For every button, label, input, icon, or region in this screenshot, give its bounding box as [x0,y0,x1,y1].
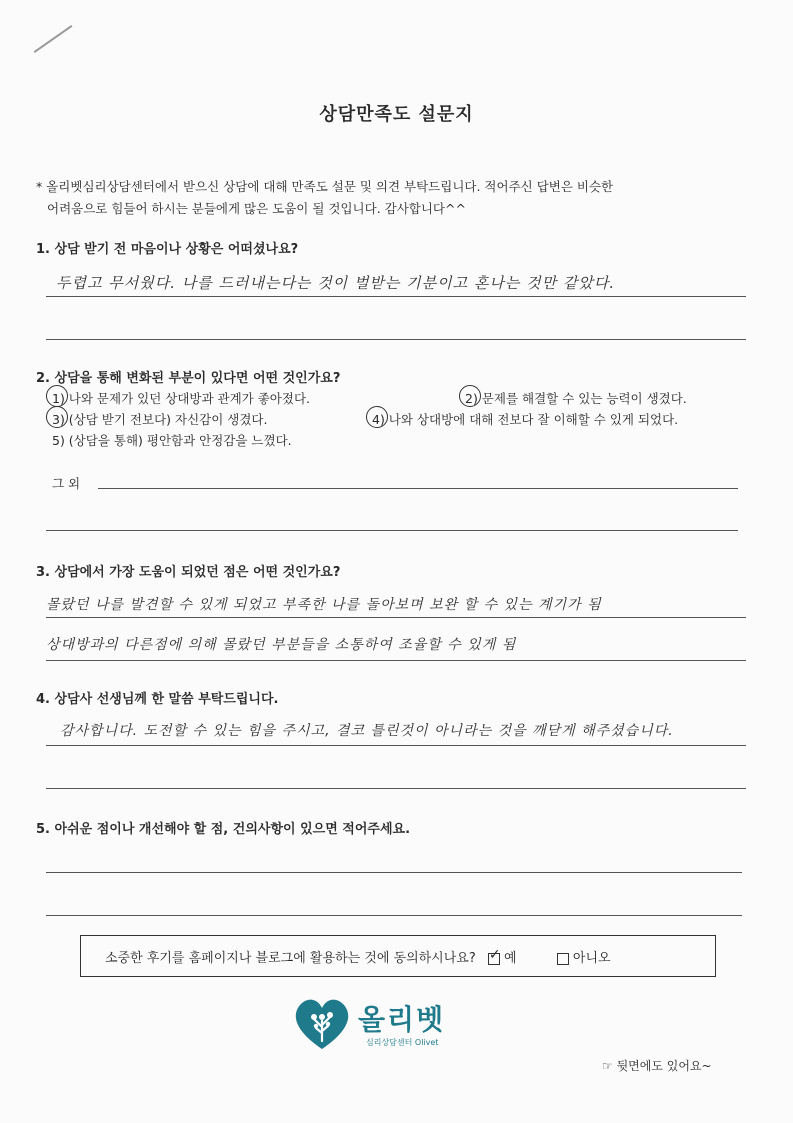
question-2: 2. 상담을 통해 변화된 부분이 있다면 어떤 것인가요? [36,371,341,386]
answer-line [46,745,746,746]
answer-line [46,872,742,873]
option-2: 2) 문제를 해결할 수 있는 능력이 생겼다. [465,391,687,406]
answer-line [46,660,746,661]
option-5: 5) (상담을 통해) 평안함과 안정감을 느꼈다. [52,433,292,448]
page-title: 상담만족도 설문지 [319,104,474,125]
intro-line-2: 어려움으로 힘들어 하시는 분들에게 많은 도움이 될 것입니다. 감사합니다^^ [47,201,466,216]
answer-line [46,617,746,618]
footer-note: ☞ 뒷면에도 있어요~ [602,1059,712,1073]
answer-line [46,296,746,297]
olivet-heart-tree-icon [292,995,352,1051]
option-3: 3) (상담 받기 전보다) 자신감이 생겼다. [52,412,268,427]
consent-yes-label: 예 [504,951,517,966]
consent-question [105,947,611,966]
other-label: 그 외 [52,476,81,491]
selection-circle-1 [46,385,68,407]
answer-line [46,530,738,531]
intro-line-1: * 올리벳심리상담센터에서 받으신 상담에 대해 만족도 설문 및 의견 부탁드립니다. 적어주신 답변은 비슷한 [36,179,614,194]
answer-line [46,339,746,340]
option-1: 1) 나와 문제가 있던 상대방과 관계가 좋아졌다. [52,391,310,406]
question-3: 3. 상담에서 가장 도움이 되었던 점은 어떤 것인가요? [36,565,341,580]
question-4: 4. 상담사 선생님께 한 말씀 부탁드립니다. [36,692,279,707]
consent-box [80,935,716,977]
answer-3-line-2: 상대방과의 다른점에 의해 몰랐던 부분들을 소통하여 조율할 수 있게 됨 [46,637,517,653]
answer-line [46,788,746,789]
consent-yes-checkbox[interactable] [488,946,501,965]
selection-circle-3 [46,406,68,428]
logo-subtitle: 심리상담센터 Olivet [366,1038,439,1047]
logo-wordmark: 올리벳 [358,1003,446,1036]
consent-no-checkbox[interactable] [557,953,569,965]
answer-1: 두렵고 무서웠다. 나를 드러내는다는 것이 벌받는 기분이고 혼나는 것만 같았다. [56,274,616,292]
answer-4: 감사합니다. 도전할 수 있는 힘을 주시고, 결코 틀린것이 아니라는 것을 깨닫게 해주셨습니다. [60,723,674,739]
selection-circle-2 [459,385,481,407]
paper-clip-mark [34,25,73,53]
answer-3-line-1: 몰랐던 나를 발견할 수 있게 되었고 부족한 나를 돌아보며 보완 할 수 있는 계기가 됨 [46,597,602,613]
answer-line [98,488,738,489]
check-mark-icon: ✓ [488,946,501,963]
question-1: 1. 상담 받기 전 마음이나 상황은 어떠셨나요? [36,242,299,257]
question-5: 5. 아쉬운 점이나 개선해야 할 점, 건의사항이 있으면 적어주세요. [36,822,411,837]
selection-circle-4 [366,406,388,428]
answer-line [46,915,742,916]
intro-text [36,176,756,220]
consent-text: 소중한 후기를 홈페이지나 블로그에 활용하는 것에 동의하시나요? [105,951,476,966]
consent-no-label: 아니오 [572,951,611,966]
option-4: 4) 나와 상대방에 대해 전보다 잘 이해할 수 있게 되었다. [372,412,679,427]
